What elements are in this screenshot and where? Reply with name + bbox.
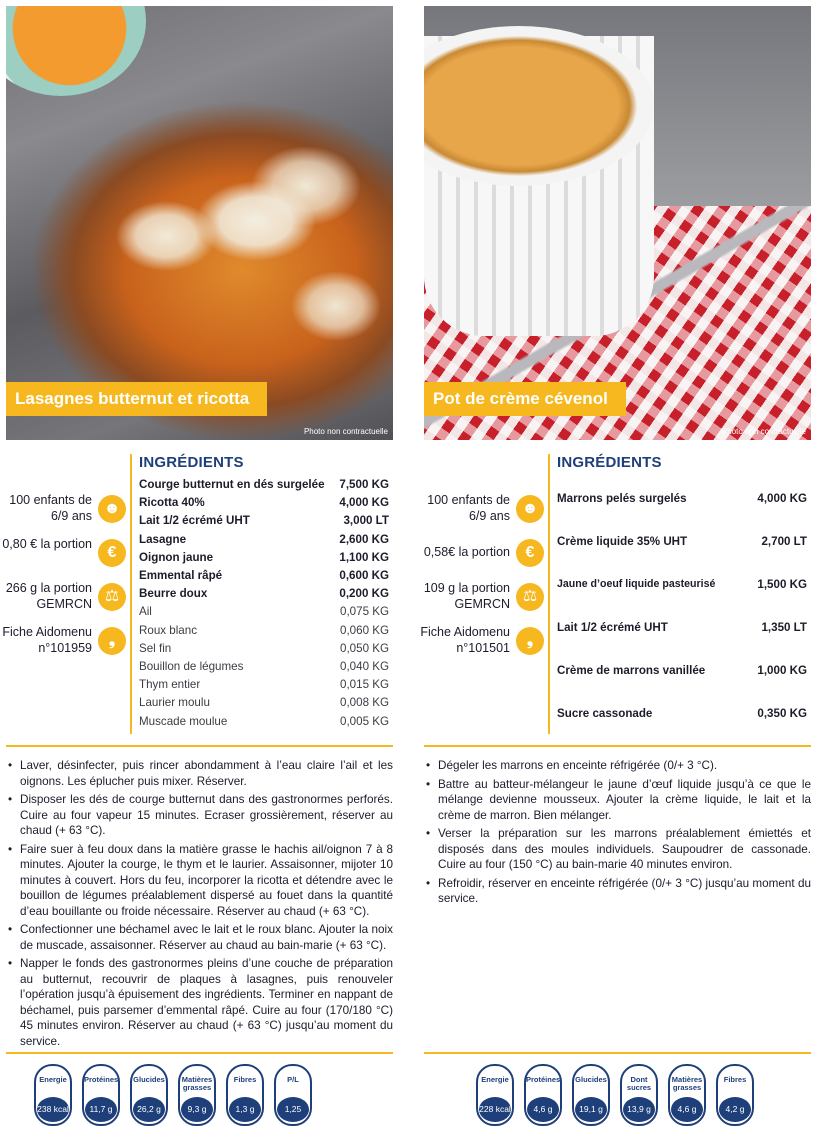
scale-icon: ⚖ — [98, 583, 126, 611]
recipe-photo — [424, 6, 811, 440]
price-info — [424, 536, 544, 576]
divider-top — [6, 745, 393, 747]
portion-text: 109 g la portion GEMRCN — [423, 581, 510, 611]
price-info — [2, 536, 126, 576]
step-item: • Battre au batteur-mélangeur le jaune d’œuf liquide jusqu’à ce que le mélange devienne mousseux. Ajouter la crème liquide, le lait et la crème de marron. Bien mélanger. — [424, 777, 811, 824]
reference-text: Fiche Aidomenu n°101501 — [420, 625, 510, 655]
nutrition-pill: Fibres 4,2 g — [716, 1064, 754, 1126]
scale-icon: ⚖ — [516, 583, 544, 611]
nutrition-pill: Energie 228 kcal — [476, 1064, 514, 1126]
cutlery-icon: ❟ — [516, 627, 544, 655]
nutrition-pill: Dont sucres 13,9 g — [620, 1064, 658, 1126]
nutrition-pill: Energie 238 kcal — [34, 1064, 72, 1126]
servings-info — [6, 492, 126, 532]
servings-info — [424, 492, 544, 532]
person-icon: ☻ — [98, 495, 126, 523]
recipe-title: Pot de crème cévenol — [424, 382, 626, 416]
price-text: 0,58€ la portion — [423, 545, 510, 559]
nutrition-pill: Glucides 19,1 g — [572, 1064, 610, 1126]
step-item: • Faire suer à feu doux dans la matière grasse le hachis ail/oignon 7 à 8 minutes. Ajouter la courge, le thym et le laurier. Assaisonner, mijoter 10 minutes à couvert. Hors du feu, incorporer la ricotta et détendre avec le bouillon de légumes préalablement dispersé au fouet dans la quantité d’eau bouillante ou froide nécessaire. Réserver au chaud (+ 63 °C). — [6, 842, 393, 920]
nutrition-pill: Matières grasses 9,3 g — [178, 1064, 216, 1126]
price-text: 0,80 € la portion — [2, 537, 92, 551]
cutlery-icon: ❟ — [98, 627, 126, 655]
ingredients-divider — [130, 454, 132, 734]
reference-info — [420, 624, 544, 664]
divider-top — [424, 745, 811, 747]
step-item: • Disposer les dés de courge butternut dans des gastronormes perforés. Cuire au four vapeur 15 minutes. Ecraser grossièrement, réserver au chaud (+ 63 °C). — [6, 792, 393, 839]
ingredients-heading: INGRÉDIENTS — [139, 454, 244, 471]
portion-info — [6, 580, 126, 620]
reference-text: Fiche Aidomenu n°101959 — [2, 625, 92, 655]
divider-bottom — [6, 1052, 393, 1054]
nutrition-pill: Protéines 4,6 g — [524, 1064, 562, 1126]
step-item: • Dégeler les marrons en enceinte réfrigérée (0/+ 3 °C). — [424, 758, 811, 774]
servings-text: 100 enfants de 6/9 ans — [427, 493, 510, 523]
step-item: • Confectionner une béchamel avec le lait et le roux blanc. Ajouter la noix de muscade, assaisonner. Réserver au chaud au bain-marie (+ 63 °C). — [6, 922, 393, 953]
nutrition-pill: Fibres 1,3 g — [226, 1064, 264, 1126]
squash-bowl-image — [6, 6, 146, 96]
divider-bottom — [424, 1052, 811, 1054]
ingredients-divider — [548, 454, 550, 734]
photo-disclaimer: Photo non contractuelle — [303, 427, 388, 436]
recipe-photo — [6, 6, 393, 440]
nutrition-pill: P/L 1,25 — [274, 1064, 312, 1126]
photo-disclaimer: Photo non contractuelle — [721, 427, 806, 436]
ingredients-heading: INGRÉDIENTS — [557, 454, 662, 471]
step-item: • Napper le fonds des gastronormes pleins d’une couche de préparation au butternut, recouvrir de plaques à lasagnes, puis renouveler l’opération jusqu’à épuisement des ingrédients. Terminer en nappant de béchamel, puis parsemer d’emmental râpé. Cuire au four (170/180 °C) 45 minutes environ. Réserver au chaud (+ 63 °C) jusqu’au moment du service. — [6, 956, 393, 1049]
nutrition-pill: Glucides 26,2 g — [130, 1064, 168, 1126]
nutrition-pill: Matières grasses 4,6 g — [668, 1064, 706, 1126]
euro-icon: € — [516, 539, 544, 567]
reference-info — [2, 624, 126, 664]
portion-text: 266 g la portion GEMRCN — [5, 581, 92, 611]
preparation-steps — [6, 758, 393, 1052]
servings-text: 100 enfants de 6/9 ans — [9, 493, 92, 523]
euro-icon: € — [98, 539, 126, 567]
person-icon: ☻ — [516, 495, 544, 523]
step-item: • Laver, désinfecter, puis rincer abondamment à l’eau claire l’ail et les oignons. Les éplucher puis mixer. Réserver. — [6, 758, 393, 789]
recipe-title: Lasagnes butternut et ricotta — [6, 382, 267, 416]
preparation-steps — [424, 758, 811, 910]
portion-info — [424, 580, 544, 620]
nutrition-pill: Protéines 11,7 g — [82, 1064, 120, 1126]
recipe-card-creme: Pot de crème cévenol Photo non contractuelle INGRÉDIENTS 100 enfants de 6/9 ans ☻ 0,58€ la portion € 109 g la portion GEMRCN ⚖ Fiche Aidomenu n°101501 ❟ Marrons pelés surgelés 4,000 KG Crème liquide 35% UHT 2,700 LT Jaune d’oeuf liquide pasteurisé 1,500 KG Lait 1/2 écrémé UHT 1,350 LT Crème de marrons vanillée 1,000 KG Sucre cassonade 0,350 KG • Dégeler les marrons en enceinte réfrigérée (0/+ 3 °C). • Battre au batteur-mélangeur le jaune d’œuf liquide jusqu’à ce que le mélange devienne mousseux. Ajouter la crème liquide, le lait et la crème de marron. Bien mélanger. • Verser la préparation sur les marrons préalablement émiettés et disposés dans des moules individuels. Saupoudrer de cassonade. Cuire au four (150 °C) au bain-marie 40 minutes environ. • Refroidir, réserver en enceinte réfrigérée (0/+ 3 °C) jusqu’au moment du service. Energie 228 kcal Protéines 4,6 g Glucides 19,1 g Dont sucres 13,9 g Matières grasses 4,6 g Fibres 4,2 g — [424, 6, 811, 1136]
step-item: • Verser la préparation sur les marrons préalablement émiettés et disposés dans des moules individuels. Saupoudrer de cassonade. Cuire au four (150 °C) au bain-marie 40 minutes environ. — [424, 826, 811, 873]
step-item: • Refroidir, réserver en enceinte réfrigérée (0/+ 3 °C) jusqu’au moment du service. — [424, 876, 811, 907]
recipe-card-lasagnes: Lasagnes butternut et ricotta Photo non contractuelle INGRÉDIENTS 100 enfants de 6/9 ans ☻ 0,80 € la portion € 266 g la portion GEMRCN ⚖ Fiche Aidomenu n°101959 ❟ Courge butternut en dés surgelée 7,500 KG Ricotta 40% 4,000 KG Lait 1/2 écrémé UHT 3,000 LT Lasagne 2,600 KG Oignon jaune 1,100 KG Emmental râpé 0,600 KG Beurre doux 0,200 KG Ail 0,075 KG Roux blanc 0,060 KG Sel fin 0,050 KG Bouillon de légumes 0,040 KG Thym entier 0,015 KG Laurier moulu 0,008 KG Muscade moulue 0,005 KG • Laver, désinfecter, puis rincer abondamment à l’eau claire l’ail et les oignons. Les éplucher puis mixer. Réserver. • Disposer les dés de courge butternut dans des gastronormes perforés. Cuire au four vapeur 15 minutes. Ecraser grossièrement, réserver au chaud (+ 63 °C). • Faire suer à feu doux dans la matière grasse le hachis ail/oignon 7 à 8 minutes. Ajouter la courge, le thym et le laurier. Assaisonner, mijoter 10 minutes à couvert. Hors du feu, incorporer la ricotta et détendre avec le bouillon de légumes préalablement dispersé au fouet dans la quantité d’eau bouillante ou froide nécessaire. Réserver au chaud (+ 63 °C). • Confectionner une béchamel avec le lait et le roux blanc. Ajouter la noix de muscade, assaisonner. Réserver au chaud au bain-marie (+ 63 °C). • Napper le fonds des gastronormes pleins d’une couche de préparation au butternut, recouvrir de plaques à lasagnes, puis renouveler l’opération jusqu’à épuisement des ingrédients. Terminer en nappant de béchamel, puis parsemer d’emmental râpé. Cuire au four (170/180 °C) 45 minutes environ. Réserver au chaud (+ 63 °C) jusqu’au moment du service. Energie 238 kcal Protéines 11,7 g Glucides 26,2 g Matières grasses 9,3 g Fibres 1,3 g P/L 1,25 — [6, 6, 393, 1136]
